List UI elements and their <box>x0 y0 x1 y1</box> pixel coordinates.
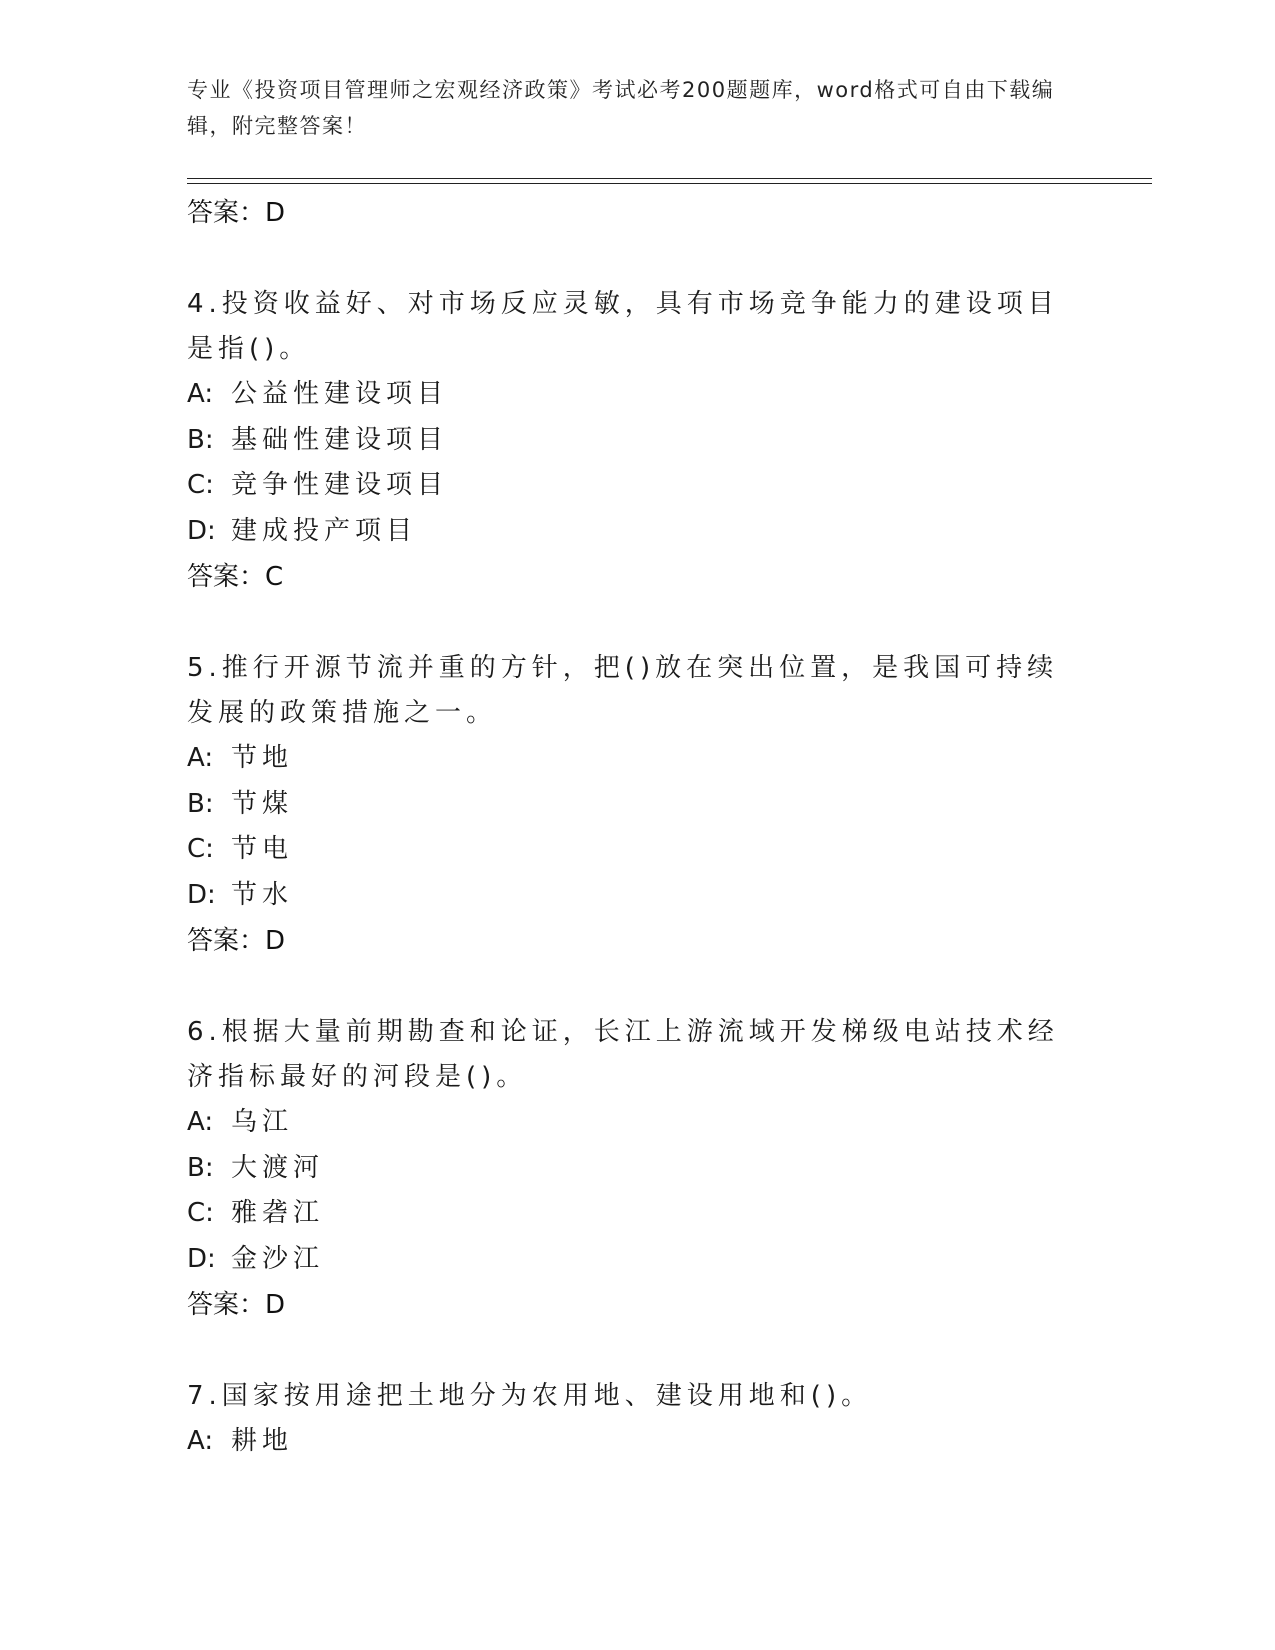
question-text: 7.国家按用途把土地分为农用地、建设用地和()。 <box>187 1381 873 1411</box>
header-rule-top <box>187 178 1152 179</box>
answer-label: 答案： <box>187 198 266 228</box>
option-text: 乌江 <box>231 1107 294 1137</box>
answer-label: 答案： <box>187 1290 266 1320</box>
document-header <box>187 72 1067 144</box>
option-letter: B: <box>187 788 214 819</box>
option-text: 大渡河 <box>231 1152 325 1183</box>
option-letter: A: <box>187 743 214 773</box>
option-letter: C: <box>187 834 214 864</box>
option-a <box>187 372 1087 418</box>
answer-value: C <box>265 562 284 592</box>
option-d <box>187 509 1087 555</box>
option-letter: A: <box>187 1107 214 1137</box>
answer-value: D <box>265 198 286 228</box>
option-text: 基础性建设项目 <box>231 424 449 455</box>
answer-line <box>187 1282 1087 1328</box>
option-text: 节煤 <box>231 788 294 819</box>
option-text: 节电 <box>231 834 294 864</box>
question-text: 5.推行开源节流并重的方针，把()放在突出位置，是我国可持续发展的政策措施之一。 <box>187 653 1059 728</box>
option-letter: C: <box>187 470 214 500</box>
document-body <box>187 190 1087 1465</box>
option-a <box>187 1100 1087 1146</box>
option-text: 建成投产项目 <box>231 515 418 546</box>
answer-label: 答案： <box>187 562 266 592</box>
question-5 <box>187 646 1087 964</box>
option-letter: B: <box>187 1152 214 1183</box>
option-d <box>187 873 1087 919</box>
answer-line <box>187 918 1087 964</box>
option-text: 公益性建设项目 <box>231 379 449 409</box>
option-letter: B: <box>187 424 214 455</box>
option-c <box>187 1191 1087 1237</box>
option-c <box>187 827 1087 873</box>
option-c <box>187 463 1087 509</box>
answer-line <box>187 554 1087 600</box>
answer-value: D <box>265 926 286 956</box>
option-d <box>187 1237 1087 1283</box>
option-letter: A: <box>187 1426 214 1456</box>
header-text: 专业《投资项目管理师之宏观经济政策》考试必考200题题库，word格式可自由下载编辑，附完整答案！ <box>187 78 1055 138</box>
option-text: 节地 <box>231 743 294 773</box>
option-text: 节水 <box>231 879 294 910</box>
question-4 <box>187 282 1087 600</box>
answer-label: 答案： <box>187 926 266 956</box>
option-letter: D: <box>187 515 216 546</box>
question-text: 4.投资收益好、对市场反应灵敏，具有市场竞争能力的建设项目是指()。 <box>187 289 1059 364</box>
option-a <box>187 736 1087 782</box>
answer-value: D <box>265 1290 286 1320</box>
option-letter: D: <box>187 879 216 910</box>
option-b <box>187 418 1087 464</box>
question-7 <box>187 1374 1087 1465</box>
question-6 <box>187 1010 1087 1328</box>
option-text: 竞争性建设项目 <box>231 470 449 500</box>
option-letter: D: <box>187 1243 216 1274</box>
answer-line <box>187 190 1087 236</box>
option-text: 金沙江 <box>231 1243 325 1274</box>
option-text: 耕地 <box>231 1426 294 1456</box>
option-b <box>187 782 1087 828</box>
header-rule-bottom <box>187 183 1152 184</box>
option-letter: A: <box>187 379 214 409</box>
option-b <box>187 1146 1087 1192</box>
option-a <box>187 1419 1087 1465</box>
option-text: 雅砻江 <box>231 1198 325 1228</box>
question-text: 6.根据大量前期勘查和论证，长江上游流域开发梯级电站技术经济指标最好的河段是()。 <box>187 1017 1059 1092</box>
option-letter: C: <box>187 1198 214 1228</box>
